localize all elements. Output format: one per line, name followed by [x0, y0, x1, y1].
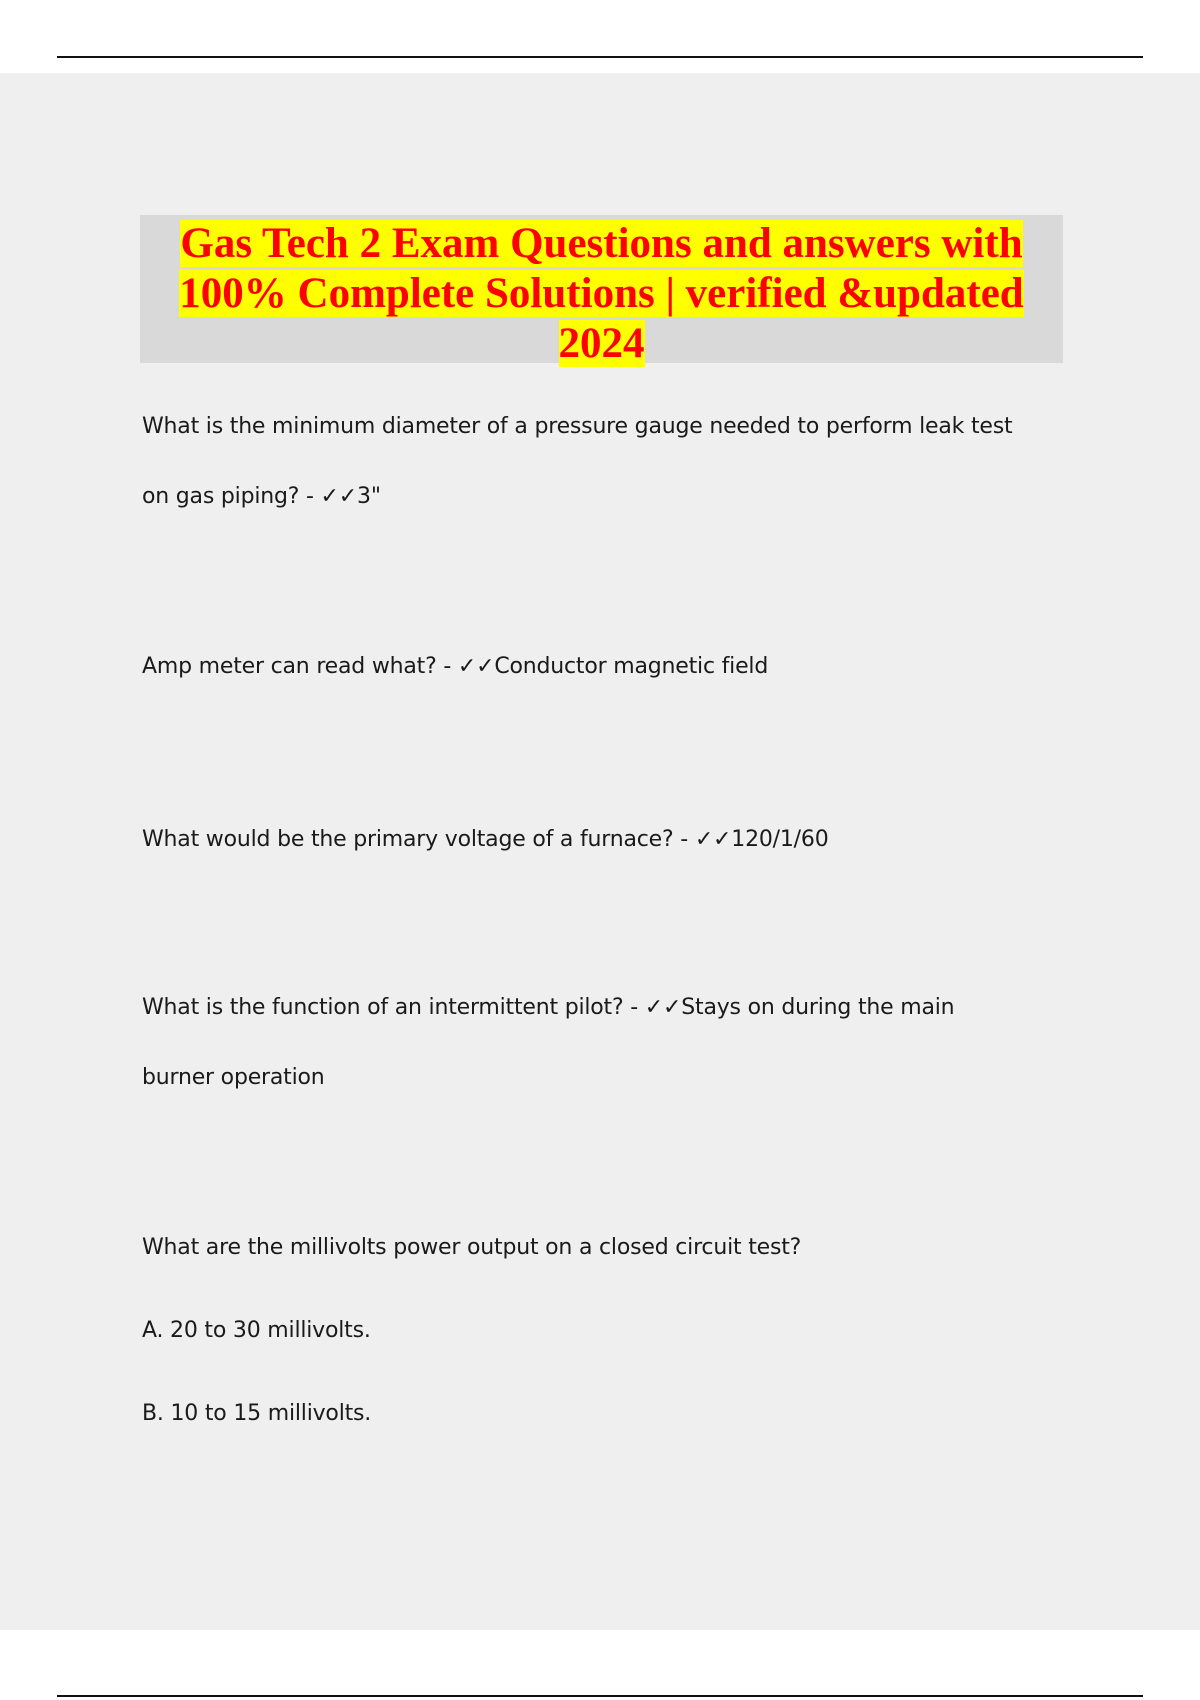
qa-item-4-line-2: burner operation — [142, 1065, 325, 1090]
qa-item-4 — [142, 973, 954, 1113]
title-banner — [140, 215, 1063, 367]
footer-rule — [57, 1695, 1143, 1697]
qa-item-1 — [142, 392, 1012, 532]
option-b: B. 10 to 15 millivolts. — [142, 1401, 372, 1426]
qa-item-2: Amp meter can read what? - ✓✓Conductor magnetic field — [142, 654, 769, 679]
qa-item-1-line-1: What is the minimum diameter of a pressure gauge needed to perform leak test — [142, 414, 1013, 439]
option-a: A. 20 to 30 millivolts. — [142, 1318, 371, 1343]
document-title — [140, 219, 1063, 369]
qa-item-5: What are the millivolts power output on a closed circuit test? — [142, 1235, 802, 1260]
title-line-2: 100% Complete Solutions | verified &updated — [179, 270, 1024, 317]
title-line-3: 2024 — [558, 320, 645, 367]
qa-item-1-line-2: on gas piping? - ✓✓3" — [142, 484, 381, 509]
qa-item-3: What would be the primary voltage of a furnace? - ✓✓120/1/60 — [142, 827, 829, 852]
title-line-1: Gas Tech 2 Exam Questions and answers with — [180, 220, 1023, 267]
document-page — [0, 73, 1200, 1630]
qa-item-4-line-1: What is the function of an intermittent pilot? - ✓✓Stays on during the main — [142, 995, 955, 1020]
header-rule — [57, 56, 1143, 58]
